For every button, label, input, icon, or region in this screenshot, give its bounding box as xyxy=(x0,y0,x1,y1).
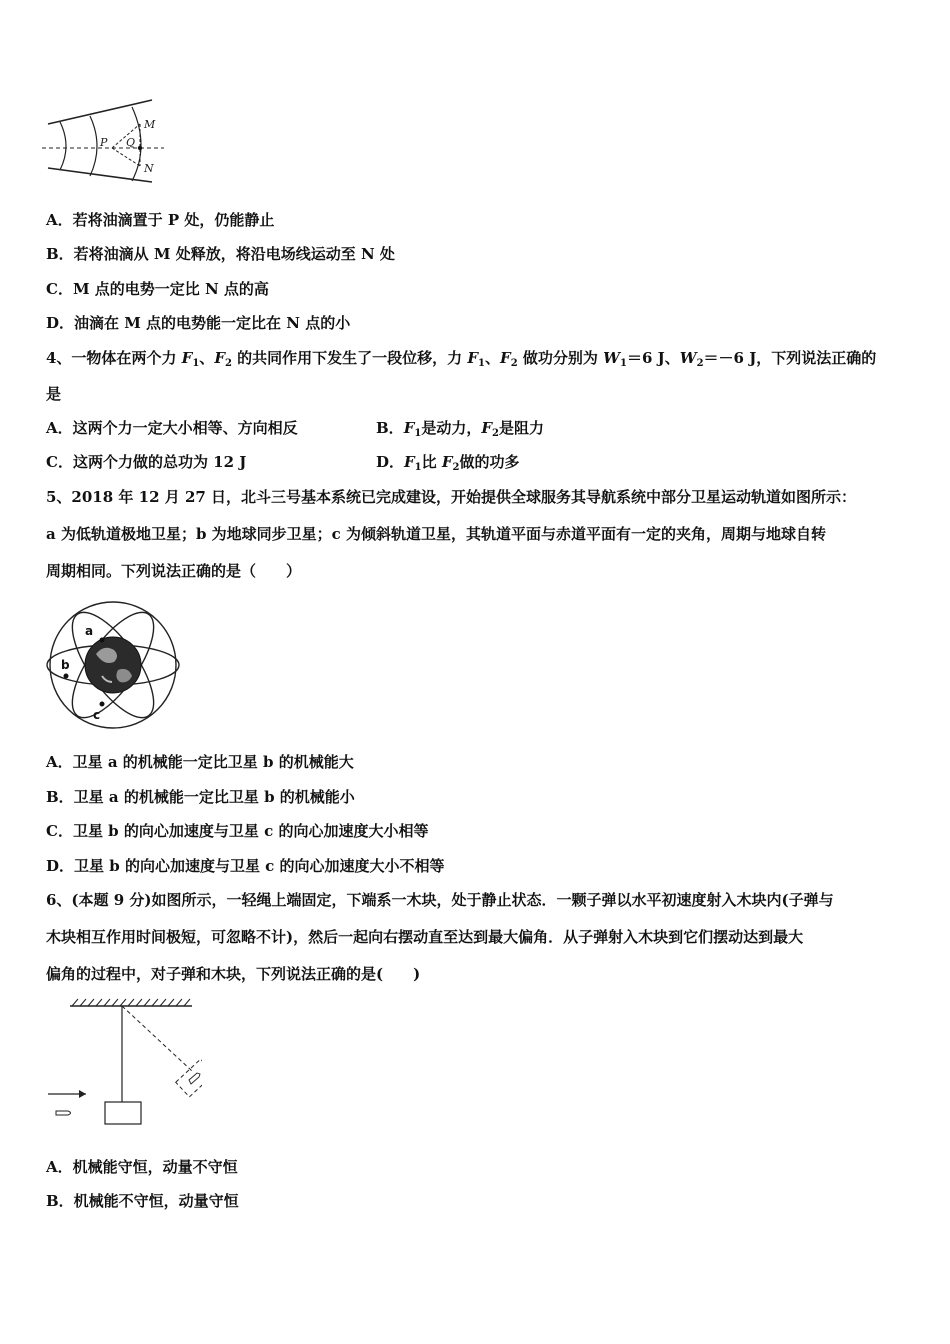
q5-stem-line2: a 为低轨道极地卫星；b 为地球同步卫星；c 为倾斜轨道卫星，其轨道平面与赤道平面有一定的夹角，周期与地球自转 xyxy=(46,525,827,543)
q4-stem-line1: 4、一物体在两个力 $F_1$、$F_2$ 的共同作用下发生了一段位移，力 $F_1$、$F_2$ 做功分别为 $W_1=6$ J、$W_2=-6$ J，下列说法正确的 xyxy=(46,349,877,369)
label-n: N xyxy=(144,162,154,175)
q3-option-b: B．若将油滴从 M 处释放，将沿电场线运动至 N 处 xyxy=(46,245,395,263)
field-diagram xyxy=(40,96,170,186)
label-b: b xyxy=(61,658,70,672)
q5-stem-line3: 周期相同。下列说法正确的是（ ） xyxy=(46,562,302,580)
q6-option-b: B．机械能不守恒，动量守恒 xyxy=(46,1192,239,1210)
q5-stem-line1: 5、2018 年 12 月 27 日，北斗三号基本系统已完成建设，开始提供全球服务其导航系统中部分卫星运动轨道如图所示： xyxy=(46,488,857,506)
q4-option-c: C．这两个力做的总功为 12 J xyxy=(46,453,247,471)
label-q: Q xyxy=(126,136,136,149)
label-c: c xyxy=(93,708,101,722)
q4-option-b: B．$F_1$是动力，$F_2$是阻力 xyxy=(376,419,544,439)
q3-option-a: A．若将油滴置于 P 处，仍能静止 xyxy=(46,211,275,229)
q4-options-row1 xyxy=(46,418,544,439)
q6-option-a: A．机械能守恒，动量不守恒 xyxy=(46,1158,238,1176)
satellite-orbit-diagram xyxy=(44,598,182,732)
label-a: a xyxy=(85,624,94,638)
q4-option-d: D．$F_1$比 $F_2$做的功多 xyxy=(376,453,520,473)
pendulum-bullet-diagram xyxy=(42,996,202,1132)
label-m: M xyxy=(144,118,156,131)
q4-stem-line2: 是 xyxy=(46,385,62,403)
q5-option-d: D．卫星 b 的向心加速度与卫星 c 的向心加速度大小不相等 xyxy=(46,857,445,875)
q3-option-d: D．油滴在 M 点的电势能一定比在 N 点的小 xyxy=(46,314,351,332)
q5-option-a: A．卫星 a 的机械能一定比卫星 b 的机械能大 xyxy=(46,753,354,771)
q5-option-c: C．卫星 b 的向心加速度与卫星 c 的向心加速度大小相等 xyxy=(46,822,429,840)
q6-stem-line2: 木块相互作用时间极短，可忽略不计)，然后一起向右摆动直至达到最大偏角．从子弹射入木块到它们摆动达到最大 xyxy=(46,928,804,946)
q6-stem-line1: 6、(本题 9 分)如图所示，一轻绳上端固定，下端系一木块，处于静止状态．一颗子弹以水平初速度射入木块内(子弹与 xyxy=(46,891,834,909)
label-p: P xyxy=(100,136,108,149)
q6-stem-line3: 偏角的过程中，对子弹和木块，下列说法正确的是( ) xyxy=(46,965,421,983)
q4-options-row2 xyxy=(46,452,520,473)
q4-option-a: A．这两个力一定大小相等、方向相反 xyxy=(46,419,298,437)
q3-option-c: C．M 点的电势一定比 N 点的高 xyxy=(46,280,269,298)
q5-option-b: B．卫星 a 的机械能一定比卫星 b 的机械能小 xyxy=(46,788,355,806)
